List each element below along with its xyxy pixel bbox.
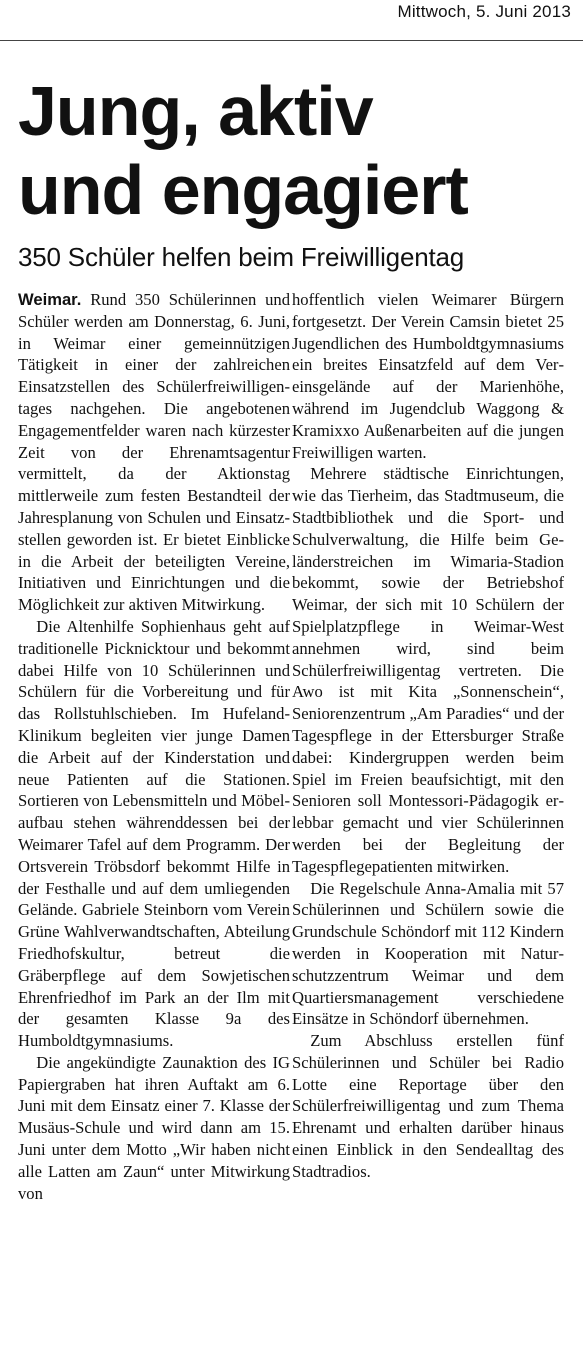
- paragraph: Zum Abschluss erstellen fünf Schülerinnen und Schüler bei Radio Lotte eine Reportage über den Schülerfreiwilligentag und zum Thema Ehrenamt und erhalten darüber hinaus einen Einblick in den Sendealltag des Stadtradios.: [292, 1031, 564, 1181]
- headline-line-2: und engagiert: [18, 151, 468, 229]
- paragraph-text: Rund 350 Schülerinnen und Schüler werden am Donnerstag, 6. Juni, in Weimar einer gemeinnützigen Tätigkeit in einer der zahlreichen Einsatzstellen des Schülerfreiwilligentages nachgehen. Die angebotenen Engagementfelder waren nach kürzester Zeit von der Ehrenamtsagentur vermittelt, da der Aktionstag mittlerweile zum festen Bestandteil der Jahresplanung von Schulen und Einsatzstellen geworden ist. Er bietet Einblicke in die Arbeit der beteiligten Vereine, Initiativen und Einrichtungen und die Möglichkeit zur aktiven Mitwirkung.: [18, 290, 290, 615]
- article-column-right: [292, 289, 564, 1183]
- article-column-left: [18, 289, 290, 1204]
- top-rule: [0, 40, 583, 41]
- headline: [18, 72, 468, 230]
- paragraph: hoffentlich vielen Weimarer Bürgern fortgesetzt. Der Verein Camsin bietet 25 Jugendlichen des Humboldtgymnasiums ein breites Einsatzfeld auf dem Vereinsgelände auf der Marienhöhe, während im Jugendclub Waggong & Kramixxo Außenarbeiten auf die jungen Freiwilligen warten.: [292, 290, 564, 462]
- paragraph: Die Regelschule Anna-Amalia mit 57 Schülerinnen und Schülern sowie die Grundschule Schöndorf mit 112 Kindern werden in Kooperation mit Naturschutzzentrum Weimar und dem Quartiersmanagement verschiedene Einsätze in Schöndorf übernehmen.: [292, 878, 564, 1029]
- dateline: Mittwoch, 5. Juni 2013: [397, 2, 571, 21]
- paragraph: Die Altenhilfe Sophienhaus geht auf traditionelle Picknicktour und bekommt dabei Hilfe von 10 Schülerinnen und Schülern für die Vorbereitung und für das Rollstuhlschieben. Im Hufeland-Klinikum begleiten vier junge Damen die Arbeit auf der Kinderstation und neue Patienten auf die Stationen. Sortieren von Lebensmitteln und Möbelaufbau stehen währenddessen bei der Weimarer Tafel auf dem Programm. Der Ortsverein Tröbsdorf bekommt Hilfe in der Festhalle und auf dem umliegenden Gelände. Gabriele Steinborn vom Verein Grüne Wahlverwandtschaften, Abteilung Friedhofskultur, betreut die Gräberpflege auf dem Sowjetischen Ehrenfriedhof im Park an der Ilm mit der gesamten Klasse 9a des Humboldtgymnasiums.: [18, 616, 290, 1051]
- headline-line-1: Jung, aktiv: [18, 72, 373, 150]
- dateline-city: Weimar.: [18, 290, 82, 309]
- paragraph: [18, 289, 290, 616]
- subheadline: 350 Schüler helfen beim Freiwilligentag: [18, 242, 465, 272]
- paragraph: Mehrere städtische Einrichtungen, wie das Tierheim, das Stadtmuseum, die Stadtbibliothek und die Sport- und Schulverwaltung, die Hilfe beim Geländerstreichen im Wimaria-Stadion bekommt, sowie der Betriebshof Weimar, der sich mit 10 Schülern der Spielplatzpflege in Weimar-West annehmen wird, sind beim Schülerfreiwilligentag vertreten. Die Awo ist mit Kita „Sonnenschein“, Seniorenzentrum „Am Paradies“ und der Tagespflege in der Ettersburger Straße dabei: Kindergruppen werden beim Spiel im Freien beaufsichtigt, mit den Senioren soll Montessori-Pädagogik erlebbar gemacht und vier Schülerinnen werden bei der Begleitung der Tagespflegepatienten mitwirken.: [292, 464, 564, 876]
- paragraph: Die angekündigte Zaunaktion des IG Papiergraben hat ihren Auftakt am 6. Juni mit dem Einsatz einer 7. Klasse der Musäus-Schule und wird dann am 15. Juni unter dem Motto „Wir haben nicht alle Latten am Zaun“ unter Mitwirkung von: [18, 1052, 290, 1203]
